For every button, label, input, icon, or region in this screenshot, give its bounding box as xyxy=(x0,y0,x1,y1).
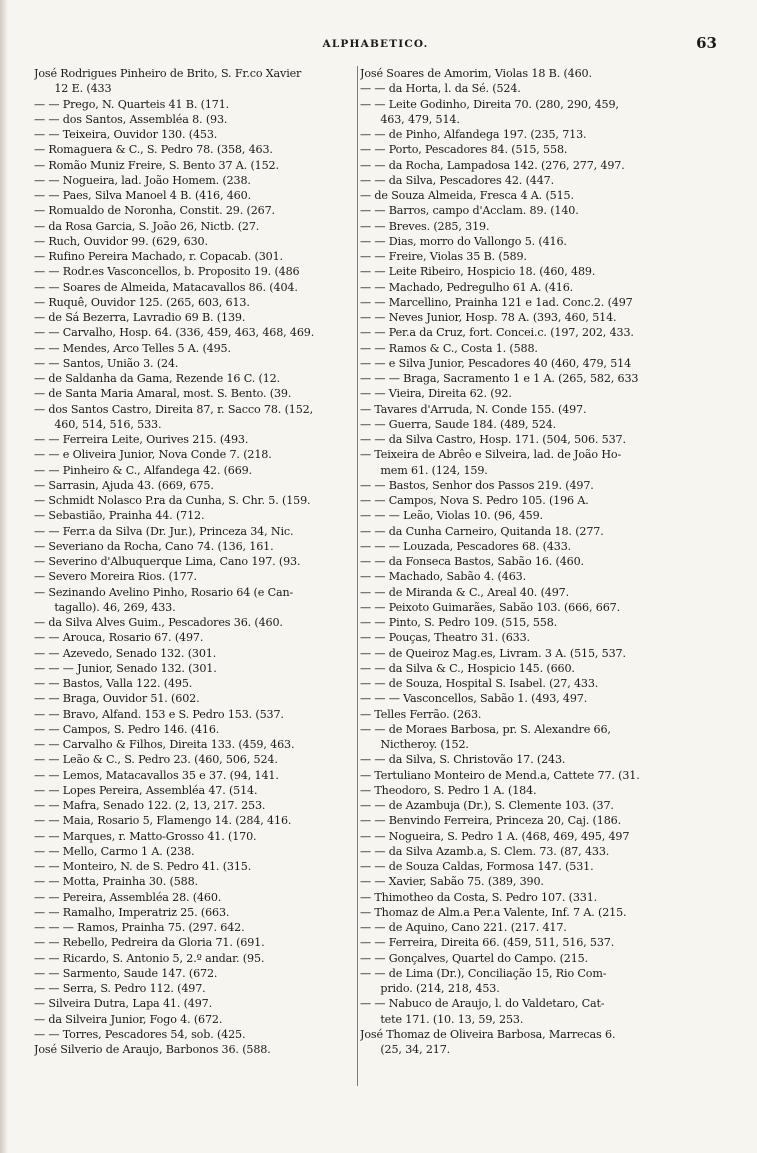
directory-entry-line: — Sebastião, Prainha 44. (712. xyxy=(34,509,205,523)
directory-entry-line: — — Mendes, Arco Telles 5 A. (495. xyxy=(34,341,231,355)
page-edge-shadow xyxy=(0,0,8,1153)
directory-entry-line: — — Ferreira, Direita 66. (459, 511, 516, 537. xyxy=(360,936,615,950)
directory-entry-line: — — Pinto, S. Pedro 109. (515, 558. xyxy=(360,616,558,629)
directory-entry-line: — — de Moraes Barbosa, pr. S. Alexandre 66, xyxy=(360,722,611,736)
directory-entry-line: — Tertuliano Monteiro de Mend.a, Cattete 77. (31. xyxy=(360,768,640,782)
directory-entry-line: — — de Lima (Dr.), Conciliação 15, Rio Com- xyxy=(360,966,607,980)
directory-entry-line: — — Campos, Nova S. Pedro 105. (196 A. xyxy=(360,494,589,507)
directory-entry-line: — — Bastos, Valla 122. (495. xyxy=(34,677,193,690)
directory-entry-line: — — Serra, S. Pedro 112. (497. xyxy=(34,982,206,995)
directory-entry-line: — — Bastos, Senhor dos Passos 219. (497. xyxy=(360,478,594,492)
directory-entry-line: — — da Silva, S. Christovão 17. (243. xyxy=(360,753,566,767)
directory-entry-line: — — e Oliveira Junior, Nova Conde 7. (218. xyxy=(34,448,272,462)
page-header xyxy=(34,34,717,58)
directory-entry-line: — — Pouças, Theatro 31. (633. xyxy=(360,631,530,645)
directory-entry-line: — — Freire, Violas 35 B. (589. xyxy=(360,250,527,263)
directory-entry-line: — Sezinando Avelino Pinho, Rosario 64 (e Can- xyxy=(34,585,294,599)
directory-entry-line: 460, 514, 516, 533. xyxy=(34,417,162,431)
directory-entry-line: — de Saldanha da Gama, Rezende 16 C. (12. xyxy=(34,372,280,385)
directory-entry-line: — dos Santos Castro, Direita 87, r. Sacco 78. (152, xyxy=(34,402,313,416)
directory-entry-line: — — Lopes Pereira, Assembléa 47. (514. xyxy=(34,783,258,797)
directory-entry-line: mem 61. (124, 159. xyxy=(360,463,488,477)
directory-entry-line: — — Monteiro, N. de S. Pedro 41. (315. xyxy=(34,860,252,873)
directory-entry-line: — de Santa Maria Amaral, most. S. Bento. (39. xyxy=(34,387,292,401)
directory-entry-line: — — Ferreira Leite, Ourives 215. (493. xyxy=(34,433,249,446)
directory-entry-line: — Ruch, Ouvidor 99. (629, 630. xyxy=(34,234,208,248)
directory-entry-line: — — Nogueira, S. Pedro 1 A. (468, 469, 495, 497 xyxy=(360,829,630,843)
directory-entry-line: — Severiano da Rocha, Cano 74. (136, 161. xyxy=(34,539,274,553)
directory-entry-line: — — — Junior, Senado 132. (301. xyxy=(34,661,217,675)
directory-entry-line: — da Silveira Junior, Fogo 4. (672. xyxy=(34,1012,223,1026)
directory-entry-line: — — de Miranda & C., Areal 40. (497. xyxy=(360,585,569,599)
directory-entry-line: — — Porto, Pescadores 84. (515, 558. xyxy=(360,143,568,157)
directory-entry-line: — — Gonçalves, Quartel do Campo. (215. xyxy=(360,951,589,965)
directory-entry-line: — — Carvalho, Hosp. 64. (336, 459, 463, 468, 469. xyxy=(34,326,315,340)
directory-entry-line: — — Rodr.es Vasconcellos, b. Proposito 19. (486 xyxy=(34,265,300,279)
directory-entry-line: — Teixeira de Abrêo e Silveira, lad. de João Ho- xyxy=(360,448,622,462)
directory-entry-line: — — da Fonseca Bastos, Sabão 16. (460. xyxy=(360,555,584,568)
directory-entry-line: — de Sá Bezerra, Lavradio 69 B. (139. xyxy=(34,311,246,324)
directory-entry-line: — — Leite Godinho, Direita 70. (280, 290, 459, xyxy=(360,97,619,111)
directory-entry-line: — Theodoro, S. Pedro 1 A. (184. xyxy=(360,783,537,797)
directory-entry-line: 463, 479, 514. xyxy=(360,112,460,126)
directory-entry-line: Nictheroy. (152. xyxy=(360,738,469,751)
directory-entry-line: — — da Silva Azamb.a, S. Clem. 73. (87, 433. xyxy=(360,844,610,858)
directory-entry-line: — — — Louzada, Pescadores 68. (433. xyxy=(360,539,572,553)
directory-entry-line: — — e Silva Junior, Pescadores 40 (460, 479, 514 xyxy=(360,356,632,370)
directory-entry-line: tete 171. (10. 13, 59, 253. xyxy=(360,1012,524,1026)
directory-entry-line: — — — Braga, Sacramento 1 e 1 A. (265, 582, 633 xyxy=(360,372,639,385)
directory-entry-line: José Silverio de Araujo, Barbonos 36. (588. xyxy=(34,1043,271,1056)
directory-entry-line: — Sarrasin, Ajuda 43. (669, 675. xyxy=(34,478,214,492)
directory-entry-line: — — Machado, Sabão 4. (463. xyxy=(360,570,526,584)
directory-entry-line: — — Campos, S. Pedro 146. (416. xyxy=(34,722,220,736)
directory-entry-line: — — Benvindo Ferreira, Princeza 20, Caj. (186. xyxy=(360,814,621,828)
directory-entry-line: — — Ferr.a da Silva (Dr. Jur.), Princeza 34, Nic. xyxy=(34,524,294,538)
directory-entry-line: — — Pereira, Assembléa 28. (460. xyxy=(34,890,222,904)
directory-entry-line: — — Marcellino, Prainha 121 e 1ad. Conc.2. (497 xyxy=(360,295,633,309)
directory-entry-line: — — dos Santos, Assembléa 8. (93. xyxy=(34,112,228,126)
directory-entry-line: José Rodrigues Pinheiro de Brito, S. Fr.co Xavier xyxy=(34,67,302,80)
directory-entry-line: — — Peixoto Guimarães, Sabão 103. (666, 667. xyxy=(360,600,620,614)
directory-entry-line: — — Machado, Pedregulho 61 A. (416. xyxy=(360,280,574,294)
directory-entry-line: (25, 34, 217. xyxy=(360,1043,451,1056)
directory-entry-line: — — Carvalho & Filhos, Direita 133. (459, 463. xyxy=(34,738,295,751)
directory-entry-line: — Thimotheo da Costa, S. Pedro 107. (331. xyxy=(360,890,598,904)
directory-entry-line: — — de Souza, Hospital S. Isabel. (27, 433. xyxy=(360,677,599,690)
directory-entry-line: — — de Azambuja (Dr.), S. Clemente 103. (37. xyxy=(360,799,614,812)
directory-entry-line: — Rufino Pereira Machado, r. Copacab. (301. xyxy=(34,250,283,263)
directory-entry-line: — — de Souza Caldas, Formosa 147. (531. xyxy=(360,860,594,873)
directory-entry-line: — — Ramos & C., Costa 1. (588. xyxy=(360,341,538,355)
directory-entry-line: — — Marques, r. Matto-Grosso 41. (170. xyxy=(34,829,257,843)
directory-entry-line: — — Ramalho, Imperatriz 25. (663. xyxy=(34,905,230,919)
running-head: ALPHABETICO. xyxy=(322,38,429,50)
left-column xyxy=(34,66,356,1057)
directory-entry-line: — — da Silva, Pescadores 42. (447. xyxy=(360,173,554,187)
directory-entry-line: — Telles Ferrão. (263. xyxy=(360,707,482,721)
directory-entry-line: — — Per.a da Cruz, fort. Concei.c. (197, 202, 433. xyxy=(360,326,634,340)
directory-entry-line: — — Maia, Rosario 5, Flamengo 14. (284, 416. xyxy=(34,814,292,828)
directory-entry-line: — — Braga, Ouvidor 51. (602. xyxy=(34,692,200,706)
directory-entry-line: — — Soares de Almeida, Matacavallos 86. (404. xyxy=(34,280,298,294)
directory-entry-line: — — Ricardo, S. Antonio 5, 2.º andar. (95. xyxy=(34,951,265,965)
directory-entry-line: — da Silva Alves Guim., Pescadores 36. (460. xyxy=(34,616,283,629)
directory-entry-line: — — — Leão, Violas 10. (96, 459. xyxy=(360,509,543,523)
directory-entry-line: — — Leão & C., S. Pedro 23. (460, 506, 524. xyxy=(34,753,278,767)
page-number: 63 xyxy=(696,34,717,52)
directory-entry-line: — — Mello, Carmo 1 A. (238. xyxy=(34,844,195,858)
directory-entry-line: — — de Queiroz Mag.es, Livram. 3 A. (515, 537. xyxy=(360,646,626,660)
directory-entry-line: — Schmidt Nolasco P.ra da Cunha, S. Chr. 5. (159. xyxy=(34,494,311,507)
directory-entry-line: — — — Ramos, Prainha 75. (297. 642. xyxy=(34,921,245,934)
directory-entry-line: — — da Silva & C., Hospicio 145. (660. xyxy=(360,661,575,675)
directory-entry-line: — — Nabuco de Araujo, l. do Valdetaro, Cat- xyxy=(360,997,605,1011)
directory-entry-line: — — da Rocha, Lampadosa 142. (276, 277, 497. xyxy=(360,158,625,172)
directory-entry-line: — Tavares d'Arruda, N. Conde 155. (497. xyxy=(360,402,587,416)
directory-entry-line: — Thomaz de Alm.a Per.a Valente, Inf. 7 A. (215. xyxy=(360,905,627,919)
directory-entry-line: — — Azevedo, Senado 132. (301. xyxy=(34,646,217,660)
directory-entry-line: — — Paes, Silva Manoel 4 B. (416, 460. xyxy=(34,189,251,202)
directory-entry-line: — — Lemos, Matacavallos 35 e 37. (94, 141. xyxy=(34,768,279,782)
directory-entry-line: José Soares de Amorim, Violas 18 B. (460. xyxy=(360,67,592,80)
directory-entry-line: tagallo). 46, 269, 433. xyxy=(34,600,176,614)
directory-entry-line: — — Dias, morro do Vallongo 5. (416. xyxy=(360,234,567,248)
directory-entry-line: 12 E. (433 xyxy=(34,82,112,96)
directory-entry-line: — — — Vasconcellos, Sabão 1. (493, 497. xyxy=(360,692,588,706)
directory-entry-line: — Romaguera & C., S. Pedro 78. (358, 463. xyxy=(34,143,273,157)
column-divider xyxy=(357,66,358,1086)
directory-entry-line: — — Xavier, Sabão 75. (389, 390. xyxy=(360,875,544,889)
directory-entry-line: — — Arouca, Rosario 67. (497. xyxy=(34,631,204,645)
directory-entry-line: — — Bravo, Alfand. 153 e S. Pedro 153. (537. xyxy=(34,707,284,721)
directory-entry-line: — — Motta, Prainha 30. (588. xyxy=(34,875,198,889)
directory-entry-line: — — de Aquino, Cano 221. (217. 417. xyxy=(360,921,567,934)
directory-entry-line: — Ruquê, Ouvidor 125. (265, 603, 613. xyxy=(34,295,250,309)
directory-entry-line: — — Prego, N. Quarteis 41 B. (171. xyxy=(34,97,230,111)
directory-entry-line: — — Barros, campo d'Acclam. 89. (140. xyxy=(360,204,579,218)
directory-entry-line: — — Breves. (285, 319. xyxy=(360,219,490,233)
directory-entry-line: — — Rebello, Pedreira da Gloria 71. (691. xyxy=(34,936,265,950)
directory-entry-line: — Severo Moreira Rios. (177. xyxy=(34,570,197,584)
directory-entry-line: — Severino d'Albuquerque Lima, Cano 197. (93. xyxy=(34,555,301,568)
directory-entry-line: — — da Cunha Carneiro, Quitanda 18. (277. xyxy=(360,524,604,538)
directory-entry-line: — — Sarmento, Saude 147. (672. xyxy=(34,966,218,980)
directory-entry-line: — — de Pinho, Alfandega 197. (235, 713. xyxy=(360,128,587,141)
directory-entry-line: — de Souza Almeida, Fresca 4 A. (515. xyxy=(360,189,574,202)
right-column xyxy=(360,66,728,1057)
directory-entry-line: — Silveira Dutra, Lapa 41. (497. xyxy=(34,997,212,1011)
directory-entry-line: — — Neves Junior, Hosp. 78 A. (393, 460, 514. xyxy=(360,311,617,324)
directory-entry-line: — Romualdo de Noronha, Constit. 29. (267. xyxy=(34,204,275,218)
directory-entry-line: — — da Silva Castro, Hosp. 171. (504, 506. 537. xyxy=(360,433,626,446)
directory-entry-line: José Thomaz de Oliveira Barbosa, Marrecas 6. xyxy=(360,1027,616,1041)
directory-entry-line: — — Torres, Pescadores 54, sob. (425. xyxy=(34,1027,246,1041)
directory-entry-line: — — Guerra, Saude 184. (489, 524. xyxy=(360,417,557,431)
directory-entry-line: — da Rosa Garcia, S. João 26, Nictb. (27. xyxy=(34,219,260,233)
directory-entry-line: — — Teixeira, Ouvidor 130. (453. xyxy=(34,128,218,141)
directory-entry-line: — — Pinheiro & C., Alfandega 42. (669. xyxy=(34,463,253,477)
directory-entry-line: — — Mafra, Senado 122. (2, 13, 217. 253. xyxy=(34,799,266,812)
directory-entry-line: prido. (214, 218, 453. xyxy=(360,982,500,995)
directory-entry-line: — Romão Muniz Freire, S. Bento 37 A. (152. xyxy=(34,158,279,172)
directory-entry-line: — — da Horta, l. da Sé. (524. xyxy=(360,82,521,96)
directory-entry-line: — — Vieira, Direita 62. (92. xyxy=(360,387,512,401)
directory-entry-line: — — Leite Ribeiro, Hospicio 18. (460, 489. xyxy=(360,265,596,279)
directory-entry-line: — — Santos, União 3. (24. xyxy=(34,356,179,370)
directory-entry-line: — — Nogueira, lad. João Homem. (238. xyxy=(34,173,251,187)
